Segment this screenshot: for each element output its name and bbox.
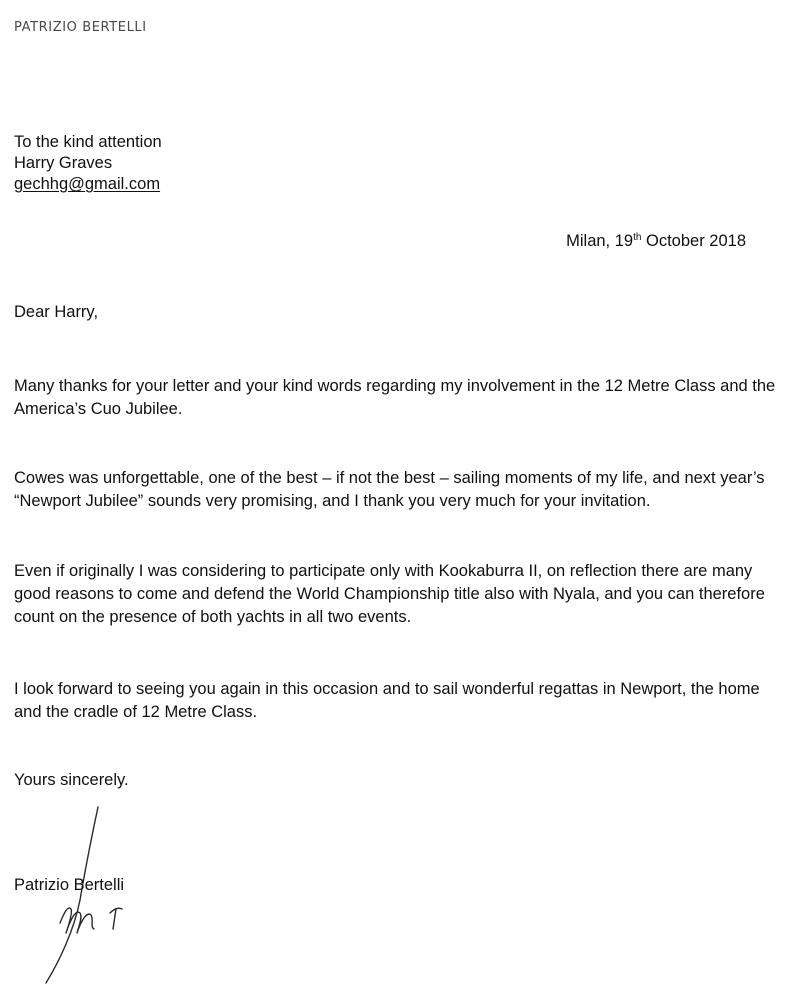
salutation: Dear Harry,: [14, 303, 99, 321]
date-place-day: Milan, 19: [566, 232, 634, 250]
body-paragraph-3: Even if originally I was considering to participate only with Kookaburra II, on reflection there are many good reasons to come and defend the World Championship title also with Nyala, and you can therefore count on the presence of both yachts in all two events.: [14, 562, 765, 626]
recipient-block: [14, 132, 162, 195]
recipient-email-link[interactable]: gechhg@gmail.com: [14, 175, 161, 193]
handwritten-signature: [30, 805, 150, 990]
body-paragraph-1: Many thanks for your letter and your kind words regarding my involvement in the 12 Metre Class and the America’s Cuo Jubilee.: [14, 377, 776, 418]
signer-name: Patrizio Bertelli: [14, 876, 125, 894]
recipient-attention-line: To the kind attention: [14, 133, 162, 151]
body-paragraph-4: I look forward to seeing you again in this occasion and to sail wonderful regattas in Newport, the home and the cradle of 12 Metre Class.: [14, 680, 760, 721]
recipient-name: Harry Graves: [14, 154, 113, 172]
letterhead-name: PATRIZIO BERTELLI: [14, 20, 147, 35]
date-month-year: October 2018: [641, 232, 746, 250]
date-line: [566, 232, 746, 251]
closing-line: Yours sincerely.: [14, 771, 129, 789]
body-paragraph-2: Cowes was unforgettable, one of the best – if not the best – sailing moments of my life, and next year’s “Newport Jubilee” sounds very promising, and I thank you very much for your invitation.: [14, 469, 765, 510]
date-ordinal-suffix: th: [633, 232, 642, 243]
